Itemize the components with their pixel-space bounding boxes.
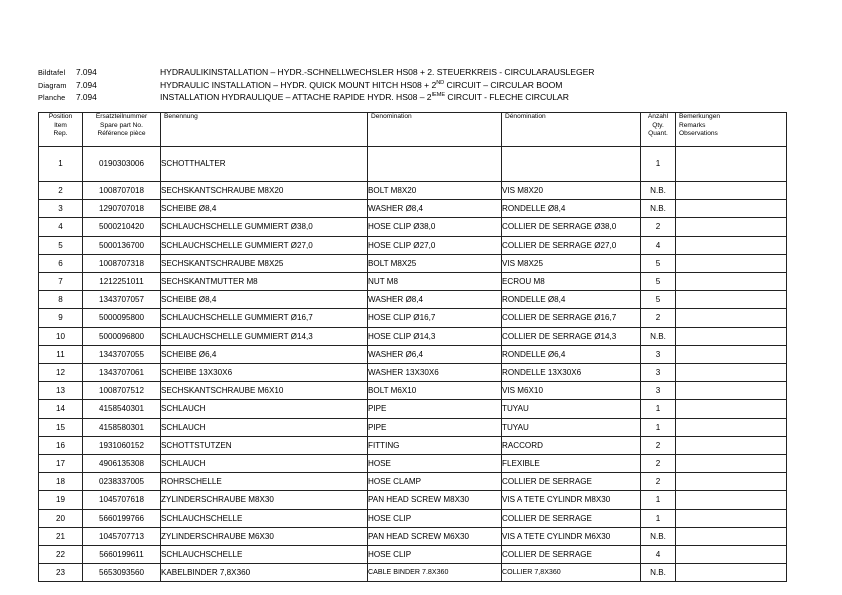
cell-spare-part-no: 5000095800 bbox=[83, 309, 161, 327]
table-row bbox=[39, 364, 787, 382]
cell-benennung: SCHLAUCHSCHELLE GUMMIERT Ø38,0 bbox=[161, 218, 368, 236]
cell-spare-part-no: 5653093560 bbox=[83, 564, 161, 582]
cell-quantity: N.B. bbox=[641, 527, 676, 545]
cell-spare-part-no: 5000136700 bbox=[83, 236, 161, 254]
cell-position: 6 bbox=[39, 254, 83, 272]
cell-spare-part-no: 5660199766 bbox=[83, 509, 161, 527]
cell-position: 15 bbox=[39, 418, 83, 436]
cell-spare-part-no: 1343707061 bbox=[83, 364, 161, 382]
title-block bbox=[38, 66, 798, 104]
cell-benennung: ZYLINDERSCHRAUBE M8X30 bbox=[161, 491, 368, 509]
cell-benennung: SCHOTTHALTER bbox=[161, 147, 368, 182]
header-remarks bbox=[676, 113, 787, 147]
header-line: Quant. bbox=[648, 130, 668, 138]
cell-spare-part-no: 0238337005 bbox=[83, 473, 161, 491]
table-body bbox=[39, 147, 787, 582]
cell-benennung: SCHEIBE Ø6,4 bbox=[161, 345, 368, 363]
cell-position: 17 bbox=[39, 455, 83, 473]
cell-position: 19 bbox=[39, 491, 83, 509]
cell-position: 2 bbox=[39, 182, 83, 200]
title-language-label: Diagram bbox=[38, 80, 67, 90]
cell-benennung: SECHSKANTSCHRAUBE M8X20 bbox=[161, 182, 368, 200]
cell-denomination-fr: TUYAU bbox=[502, 400, 641, 418]
cell-denomination-fr: COLLIER 7,8X360 bbox=[502, 564, 641, 582]
cell-benennung: SCHLAUCH bbox=[161, 455, 368, 473]
cell-denomination-fr: COLLIER DE SERRAGE Ø27,0 bbox=[502, 236, 641, 254]
cell-denomination-en: HOSE CLIP bbox=[368, 546, 502, 564]
title-row bbox=[38, 91, 798, 104]
cell-denomination-en: FITTING bbox=[368, 436, 502, 454]
cell-position: 5 bbox=[39, 236, 83, 254]
cell-quantity: 4 bbox=[641, 236, 676, 254]
cell-remarks bbox=[676, 382, 787, 400]
title-ordinal-superscript: IEME bbox=[431, 92, 446, 99]
header-quantity bbox=[641, 113, 676, 147]
cell-quantity: N.B. bbox=[641, 327, 676, 345]
cell-denomination-fr bbox=[502, 147, 641, 182]
cell-denomination-fr: RACCORD bbox=[502, 436, 641, 454]
cell-remarks bbox=[676, 291, 787, 309]
cell-quantity: 4 bbox=[641, 546, 676, 564]
cell-benennung: ROHRSCHELLE bbox=[161, 473, 368, 491]
cell-quantity: 1 bbox=[641, 509, 676, 527]
cell-denomination-fr: COLLIER DE SERRAGE bbox=[502, 509, 641, 527]
header-line: Benennung bbox=[164, 113, 198, 120]
header-line: Observations bbox=[679, 130, 718, 138]
cell-remarks bbox=[676, 491, 787, 509]
cell-benennung: SCHLAUCH bbox=[161, 400, 368, 418]
table-row bbox=[39, 564, 787, 582]
cell-denomination-en bbox=[368, 147, 502, 182]
cell-denomination-en: WASHER Ø8,4 bbox=[368, 291, 502, 309]
title-description bbox=[160, 91, 569, 104]
table-row bbox=[39, 327, 787, 345]
cell-remarks bbox=[676, 236, 787, 254]
cell-denomination-fr: ECROU M8 bbox=[502, 273, 641, 291]
cell-denomination-fr: VIS A TETE CYLINDR M6X30 bbox=[502, 527, 641, 545]
cell-remarks bbox=[676, 309, 787, 327]
table-row bbox=[39, 509, 787, 527]
cell-spare-part-no: 0190303006 bbox=[83, 147, 161, 182]
cell-position: 4 bbox=[39, 218, 83, 236]
title-description-main: HYDRAULIKINSTALLATION – HYDR.-SCHNELLWECHSLER HS08 + 2. STEUERKREIS - CIRCULARAUSLEGER bbox=[160, 67, 595, 77]
cell-remarks bbox=[676, 400, 787, 418]
title-description bbox=[160, 79, 562, 92]
cell-benennung: SCHOTTSTUTZEN bbox=[161, 436, 368, 454]
cell-quantity: 2 bbox=[641, 473, 676, 491]
cell-position: 8 bbox=[39, 291, 83, 309]
cell-denomination-fr: RONDELLE Ø8,4 bbox=[502, 291, 641, 309]
diagram-number: 7.094 bbox=[76, 79, 97, 90]
title-row bbox=[38, 66, 798, 79]
cell-position: 11 bbox=[39, 345, 83, 363]
cell-benennung: SCHEIBE 13X30X6 bbox=[161, 364, 368, 382]
cell-denomination-en: WASHER Ø6,4 bbox=[368, 345, 502, 363]
cell-denomination-en: HOSE CLIP bbox=[368, 509, 502, 527]
title-description-main: INSTALLATION HYDRAULIQUE – ATTACHE RAPIDE HYDR. HS08 – 2 bbox=[160, 92, 432, 102]
cell-remarks bbox=[676, 200, 787, 218]
cell-remarks bbox=[676, 218, 787, 236]
table-header bbox=[39, 113, 787, 147]
header-benennung-lines bbox=[161, 113, 367, 122]
header-position bbox=[39, 113, 83, 147]
title-description-tail: CIRCUIT - FLECHE CIRCULAR bbox=[445, 92, 569, 102]
cell-position: 3 bbox=[39, 200, 83, 218]
cell-benennung: SECHSKANTSCHRAUBE M8X25 bbox=[161, 254, 368, 272]
table-row bbox=[39, 418, 787, 436]
cell-denomination-en: PAN HEAD SCREW M6X30 bbox=[368, 527, 502, 545]
cell-spare-part-no: 1343707057 bbox=[83, 291, 161, 309]
header-line: Rep. bbox=[53, 130, 68, 138]
cell-remarks bbox=[676, 436, 787, 454]
cell-spare-part-no: 1008707512 bbox=[83, 382, 161, 400]
title-language-label: Planche bbox=[38, 93, 66, 102]
cell-position: 20 bbox=[39, 509, 83, 527]
cell-quantity: 5 bbox=[641, 291, 676, 309]
cell-quantity: 2 bbox=[641, 309, 676, 327]
header-position-lines bbox=[39, 113, 82, 139]
title-description bbox=[160, 66, 594, 79]
cell-remarks bbox=[676, 254, 787, 272]
cell-denomination-fr: TUYAU bbox=[502, 418, 641, 436]
cell-quantity: N.B. bbox=[641, 182, 676, 200]
cell-quantity: 1 bbox=[641, 418, 676, 436]
cell-spare-part-no: 1212251011 bbox=[83, 273, 161, 291]
header-remarks-lines bbox=[676, 113, 786, 139]
cell-remarks bbox=[676, 418, 787, 436]
cell-benennung: SCHLAUCHSCHELLE GUMMIERT Ø14,3 bbox=[161, 327, 368, 345]
cell-spare-part-no: 1045707618 bbox=[83, 491, 161, 509]
cell-denomination-fr: VIS M8X20 bbox=[502, 182, 641, 200]
header-denomination-fr bbox=[502, 113, 641, 147]
table-row bbox=[39, 527, 787, 545]
header-quantity-lines bbox=[641, 113, 675, 139]
cell-denomination-fr: VIS M8X25 bbox=[502, 254, 641, 272]
cell-denomination-en: HOSE CLIP Ø14,3 bbox=[368, 327, 502, 345]
cell-spare-part-no: 1008707018 bbox=[83, 182, 161, 200]
cell-quantity: 5 bbox=[641, 254, 676, 272]
header-line: Dénomination bbox=[505, 113, 546, 120]
cell-denomination-en: BOLT M8X20 bbox=[368, 182, 502, 200]
header-line: Bemerkungen bbox=[679, 113, 721, 120]
cell-spare-part-no: 5000096800 bbox=[83, 327, 161, 345]
cell-position: 23 bbox=[39, 564, 83, 582]
cell-spare-part-no: 5660199611 bbox=[83, 546, 161, 564]
cell-benennung: SCHLAUCHSCHELLE bbox=[161, 546, 368, 564]
cell-denomination-en: PIPE bbox=[368, 418, 502, 436]
table-row bbox=[39, 473, 787, 491]
cell-denomination-fr: RONDELLE Ø8,4 bbox=[502, 200, 641, 218]
header-line: Qty. bbox=[652, 121, 664, 129]
cell-quantity: 3 bbox=[641, 364, 676, 382]
title-description-tail: CIRCUIT – CIRCULAR BOOM bbox=[444, 79, 563, 90]
cell-position: 1 bbox=[39, 147, 83, 182]
cell-quantity: 2 bbox=[641, 436, 676, 454]
cell-remarks bbox=[676, 273, 787, 291]
table-row bbox=[39, 546, 787, 564]
table-row bbox=[39, 182, 787, 200]
cell-denomination-fr: FLEXIBLE bbox=[502, 455, 641, 473]
cell-position: 14 bbox=[39, 400, 83, 418]
cell-denomination-fr: VIS M6X10 bbox=[502, 382, 641, 400]
header-benennung bbox=[161, 113, 368, 147]
table-row bbox=[39, 254, 787, 272]
cell-denomination-fr: VIS A TETE CYLINDR M8X30 bbox=[502, 491, 641, 509]
cell-remarks bbox=[676, 327, 787, 345]
cell-position: 13 bbox=[39, 382, 83, 400]
table-row bbox=[39, 400, 787, 418]
cell-quantity: 1 bbox=[641, 491, 676, 509]
cell-denomination-en: WASHER 13X30X6 bbox=[368, 364, 502, 382]
cell-quantity: 2 bbox=[641, 455, 676, 473]
cell-remarks bbox=[676, 364, 787, 382]
table-row bbox=[39, 291, 787, 309]
cell-remarks bbox=[676, 509, 787, 527]
cell-position: 18 bbox=[39, 473, 83, 491]
cell-denomination-en: HOSE bbox=[368, 455, 502, 473]
header-line: Ersatzteilnummer bbox=[95, 113, 148, 120]
table-row bbox=[39, 345, 787, 363]
table-row bbox=[39, 200, 787, 218]
cell-position: 12 bbox=[39, 364, 83, 382]
cell-benennung: SCHLAUCHSCHELLE bbox=[161, 509, 368, 527]
cell-denomination-fr: COLLIER DE SERRAGE bbox=[502, 473, 641, 491]
cell-denomination-fr: RONDELLE 13X30X6 bbox=[502, 364, 641, 382]
cell-denomination-fr: COLLIER DE SERRAGE Ø14,3 bbox=[502, 327, 641, 345]
cell-position: 7 bbox=[39, 273, 83, 291]
table-row bbox=[39, 147, 787, 182]
cell-quantity: N.B. bbox=[641, 564, 676, 582]
table-row bbox=[39, 491, 787, 509]
cell-denomination-en: PIPE bbox=[368, 400, 502, 418]
cell-spare-part-no: 1008707318 bbox=[83, 254, 161, 272]
cell-position: 22 bbox=[39, 546, 83, 564]
cell-benennung: SCHLAUCHSCHELLE GUMMIERT Ø27,0 bbox=[161, 236, 368, 254]
cell-spare-part-no: 1290707018 bbox=[83, 200, 161, 218]
cell-benennung: SECHSKANTMUTTER M8 bbox=[161, 273, 368, 291]
diagram-number: 7.094 bbox=[76, 92, 97, 102]
cell-denomination-en: NUT M8 bbox=[368, 273, 502, 291]
cell-quantity: 3 bbox=[641, 345, 676, 363]
cell-spare-part-no: 1931060152 bbox=[83, 436, 161, 454]
cell-position: 16 bbox=[39, 436, 83, 454]
cell-denomination-fr: RONDELLE Ø6,4 bbox=[502, 345, 641, 363]
cell-denomination-en: WASHER Ø8,4 bbox=[368, 200, 502, 218]
cell-denomination-en: HOSE CLIP Ø16,7 bbox=[368, 309, 502, 327]
header-spare-part-no bbox=[83, 113, 161, 147]
cell-spare-part-no: 5000210420 bbox=[83, 218, 161, 236]
cell-remarks bbox=[676, 564, 787, 582]
cell-spare-part-no: 1045707713 bbox=[83, 527, 161, 545]
cell-spare-part-no: 1343707055 bbox=[83, 345, 161, 363]
header-line: Référence pièce bbox=[97, 130, 146, 138]
table-header-row bbox=[39, 113, 787, 147]
title-row bbox=[38, 79, 798, 92]
table-row bbox=[39, 309, 787, 327]
header-spare-part-no-lines bbox=[83, 113, 160, 139]
header-line: Spare part No. bbox=[100, 121, 143, 129]
cell-quantity: 5 bbox=[641, 273, 676, 291]
diagram-number: 7.094 bbox=[76, 67, 97, 77]
header-denomination-en-lines bbox=[368, 113, 501, 122]
cell-benennung: KABELBINDER 7,8X360 bbox=[161, 564, 368, 582]
header-line: Item bbox=[54, 121, 67, 129]
cell-remarks bbox=[676, 473, 787, 491]
cell-benennung: ZYLINDERSCHRAUBE M6X30 bbox=[161, 527, 368, 545]
cell-position: 9 bbox=[39, 309, 83, 327]
header-line: Anzahl bbox=[647, 113, 669, 120]
cell-denomination-en: BOLT M6X10 bbox=[368, 382, 502, 400]
table-row bbox=[39, 455, 787, 473]
title-description-main: HYDRAULIC INSTALLATION – HYDR. QUICK MOUNT HITCH HS08 + 2 bbox=[160, 79, 437, 90]
parts-table bbox=[38, 112, 787, 582]
cell-denomination-en: HOSE CLAMP bbox=[368, 473, 502, 491]
cell-quantity: 2 bbox=[641, 218, 676, 236]
header-denomination-fr-lines bbox=[502, 113, 640, 122]
header-line: Remarks bbox=[679, 121, 706, 129]
cell-quantity: 1 bbox=[641, 147, 676, 182]
cell-remarks bbox=[676, 546, 787, 564]
cell-benennung: SCHEIBE Ø8,4 bbox=[161, 291, 368, 309]
table-row bbox=[39, 236, 787, 254]
cell-benennung: SECHSKANTSCHRAUBE M6X10 bbox=[161, 382, 368, 400]
cell-denomination-en: HOSE CLIP Ø27,0 bbox=[368, 236, 502, 254]
table-row bbox=[39, 218, 787, 236]
cell-denomination-en: BOLT M8X25 bbox=[368, 254, 502, 272]
cell-remarks bbox=[676, 147, 787, 182]
table-row bbox=[39, 436, 787, 454]
cell-benennung: SCHEIBE Ø8,4 bbox=[161, 200, 368, 218]
header-denomination-en bbox=[368, 113, 502, 147]
cell-denomination-fr: COLLIER DE SERRAGE bbox=[502, 546, 641, 564]
cell-remarks bbox=[676, 345, 787, 363]
cell-quantity: 1 bbox=[641, 400, 676, 418]
table-row bbox=[39, 382, 787, 400]
cell-spare-part-no: 4158580301 bbox=[83, 418, 161, 436]
header-line: Position bbox=[48, 113, 73, 120]
cell-denomination-en: PAN HEAD SCREW M8X30 bbox=[368, 491, 502, 509]
cell-remarks bbox=[676, 527, 787, 545]
cell-spare-part-no: 4906135308 bbox=[83, 455, 161, 473]
title-ordinal-superscript: ND bbox=[436, 79, 445, 86]
cell-benennung: SCHLAUCH bbox=[161, 418, 368, 436]
cell-benennung: SCHLAUCHSCHELLE GUMMIERT Ø16,7 bbox=[161, 309, 368, 327]
title-language-label: Bildtafel bbox=[38, 68, 66, 77]
cell-denomination-fr: COLLIER DE SERRAGE Ø16,7 bbox=[502, 309, 641, 327]
cell-remarks bbox=[676, 455, 787, 473]
cell-denomination-fr: COLLIER DE SERRAGE Ø38,0 bbox=[502, 218, 641, 236]
cell-spare-part-no: 4158540301 bbox=[83, 400, 161, 418]
cell-quantity: N.B. bbox=[641, 200, 676, 218]
cell-remarks bbox=[676, 182, 787, 200]
cell-denomination-en: CABLE BINDER 7.8X360 bbox=[368, 564, 502, 582]
cell-position: 21 bbox=[39, 527, 83, 545]
header-line: Denomination bbox=[371, 113, 412, 120]
cell-position: 10 bbox=[39, 327, 83, 345]
table-row bbox=[39, 273, 787, 291]
cell-quantity: 3 bbox=[641, 382, 676, 400]
cell-denomination-en: HOSE CLIP Ø38,0 bbox=[368, 218, 502, 236]
